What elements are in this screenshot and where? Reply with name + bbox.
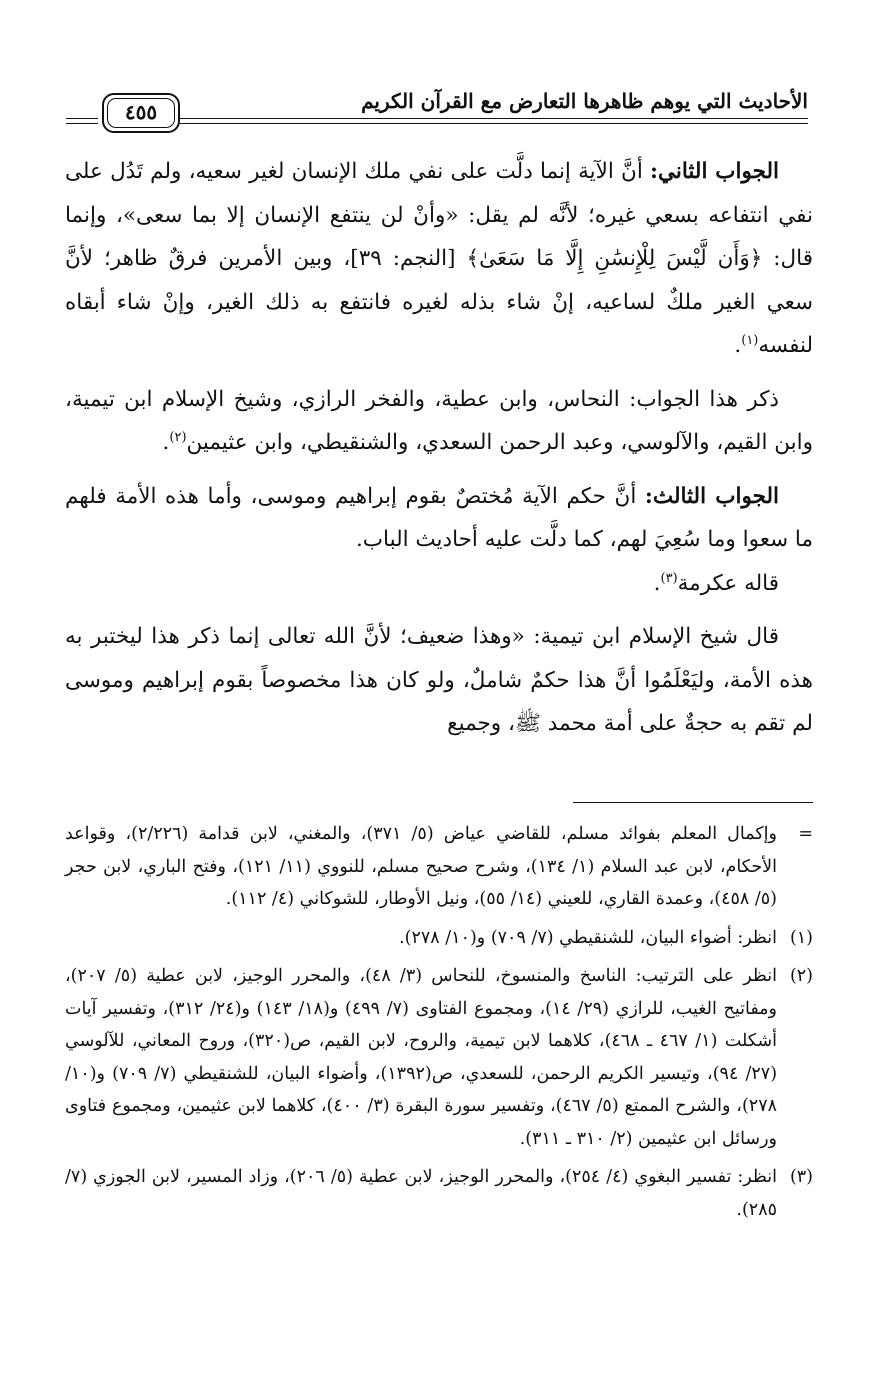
paragraph-text: قاله عكرمة [677,570,779,596]
main-text [65,150,813,746]
paragraph-text: قال شيخ الإسلام ابن تيمية: «وهذا ضعيف؛ لأنَّ الله تعالى إنما ذكر هذا ليختبر به هذه الأمة، وليَعْلَمُوا أنَّ هذا حكمٌ شاملٌ، ولو كان هذا مخصوصاً بقوم إبراهيم وموسى لم تقم به حجةٌ على أمة محمد ﷺ، وجميع [65,624,813,736]
paragraph-text: ذكر هذا الجواب: النحاس، وابن عطية، والفخر الرازي، وشيخ الإسلام ابن تيمية، وابن القيم، والآلوسي، وعبد الرحمن السعدي، والشنقيطي، وابن عثيمين [65,386,813,455]
header-rule [66,118,98,119]
page-number: ٤٥٥ [107,98,175,128]
footnote-text: انظر: أضواء البيان، للشنقيطي (٧/ ٧٠٩) و(١٠/ ٢٧٨). [399,927,777,948]
paragraph-ikrima [65,562,813,606]
header-rule [180,123,808,124]
footnote-text: انظر: تفسير البغوي (٤/ ٢٥٤)، والمحرر الوجيز، لابن عطية (٥/ ٢٠٦)، وزاد المسير، لابن الجوزي (٧/ ٢٨٥). [65,1167,777,1220]
footnote-text: وإكمال المعلم بفوائد مسلم، للقاضي عياض (٥/ ٣٧١)، والمغني، لابن قدامة (٢/٢٢٦)، وقواعد الأحكام، لابن عبد السلام (١/ ١٣٤)، وشرح صحيح مسلم، للنووي (١١/ ١٢١)، وفتح الباري، لابن حجر (٥/ ٤٥٨)، وعمدة القاري، للعيني (١٤/ ٥٥)، ونيل الأوطار، للشوكاني (٤/ ١١٢). [65,824,777,909]
footnote-ref: (١) [741,332,759,348]
footnote-marker: (٣) [789,1167,813,1187]
footnote-ref: (٣) [660,570,678,586]
answer-heading: الجواب الثالث: [644,483,780,509]
footnote-ref: (٢) [169,429,187,445]
footnotes [65,818,813,1232]
footnote-text: انظر على الترتيب: الناسخ والمنسوخ، للنحاس (٣/ ٤٨)، والمحرر الوجيز، لابن عطية (٥/ ٢٠٧)، ومفاتيح الغيب، للرازي (٢٩/ ١٤)، ومجموع الفتاوى (٧/ ٤٩٩) و(١٨/ ١٤٣) و(٢٤/ ٣١٢)، وتفسير آيات أشكلت (١/ ٤٦٧ ـ ٤٦٨)، كلاهما لابن تيمية، والروح، لابن القيم، ص(٣٢٠)، وروح المعاني، للآلوسي (٢٧/ ٩٤)، وتيسير الكريم الرحمن، للسعدي، ص(١٣٩٢)، وأضواء البيان، للشنقيطي (٧/ ٧٠٩) و(١٠/ ٢٧٨)، والشرح الممتع (٥/ ٤٦٧)، وتفسير سورة البقرة (٣/ ٤٠٠)، كلاهما لابن عثيمين، ومجموع فتاوى ورسائل ابن عثيمين (٢/ ٣١٠ ـ ٣١١). [65,966,778,1149]
page-number-frame [102,93,180,133]
paragraph-text: أنَّ الآية إنما دلَّت على نفي ملك الإنسان لغير سعيه، ولم تَدُل على نفي انتفاعه بسعي غيره؛ لأنَّه لم يقل: «وأنْ لن ينتفع الإنسان إلا بما سعى»، وإنما قال: ﴿وَأَن لَّيْسَ لِلْإِنسَٰنِ إِلَّا مَا سَعَىٰ﴾ [النجم: ٣٩]، وبين الأمرين فرقٌ ظاهر؛ لأنَّ سعي الغير ملكٌ لساعيه، إنْ شاء بذله لغيره فانتفع به ذلك الغير، وإنْ شاء أبقاه لنفسه [65,159,813,358]
paragraph-end: . [162,430,170,455]
paragraph-mentioned-by [65,378,813,465]
footnote-separator [573,802,813,803]
footnote-2 [65,960,813,1155]
running-header [66,88,808,132]
footnote-marker: (١) [789,927,813,948]
paragraph-text: أنَّ حكم الآية مُختصٌ بقوم إبراهيم وموسى، وأما هذه الأمة فلهم ما سعوا وما سُعِيَ لهم، كما دلَّت عليه أحاديث الباب. [65,483,813,552]
paragraph-answer-two [65,150,813,368]
footnote-1 [65,922,813,955]
footnote-marker: (٢) [789,966,813,986]
paragraph-answer-three [65,475,813,562]
header-rule [66,123,98,124]
paragraph-end: . [734,333,742,358]
paragraph-ibn-taymiyya [65,615,813,746]
header-rule [180,118,808,119]
answer-heading: الجواب الثاني: [650,159,779,184]
footnote-continued [65,818,813,916]
header-title: الأحاديث التي يوهم ظاهرها التعارض مع القرآن الكريم [361,89,808,113]
footnote-3 [65,1161,813,1226]
footnote-marker: = [798,824,813,844]
paragraph-end: . [653,570,661,596]
